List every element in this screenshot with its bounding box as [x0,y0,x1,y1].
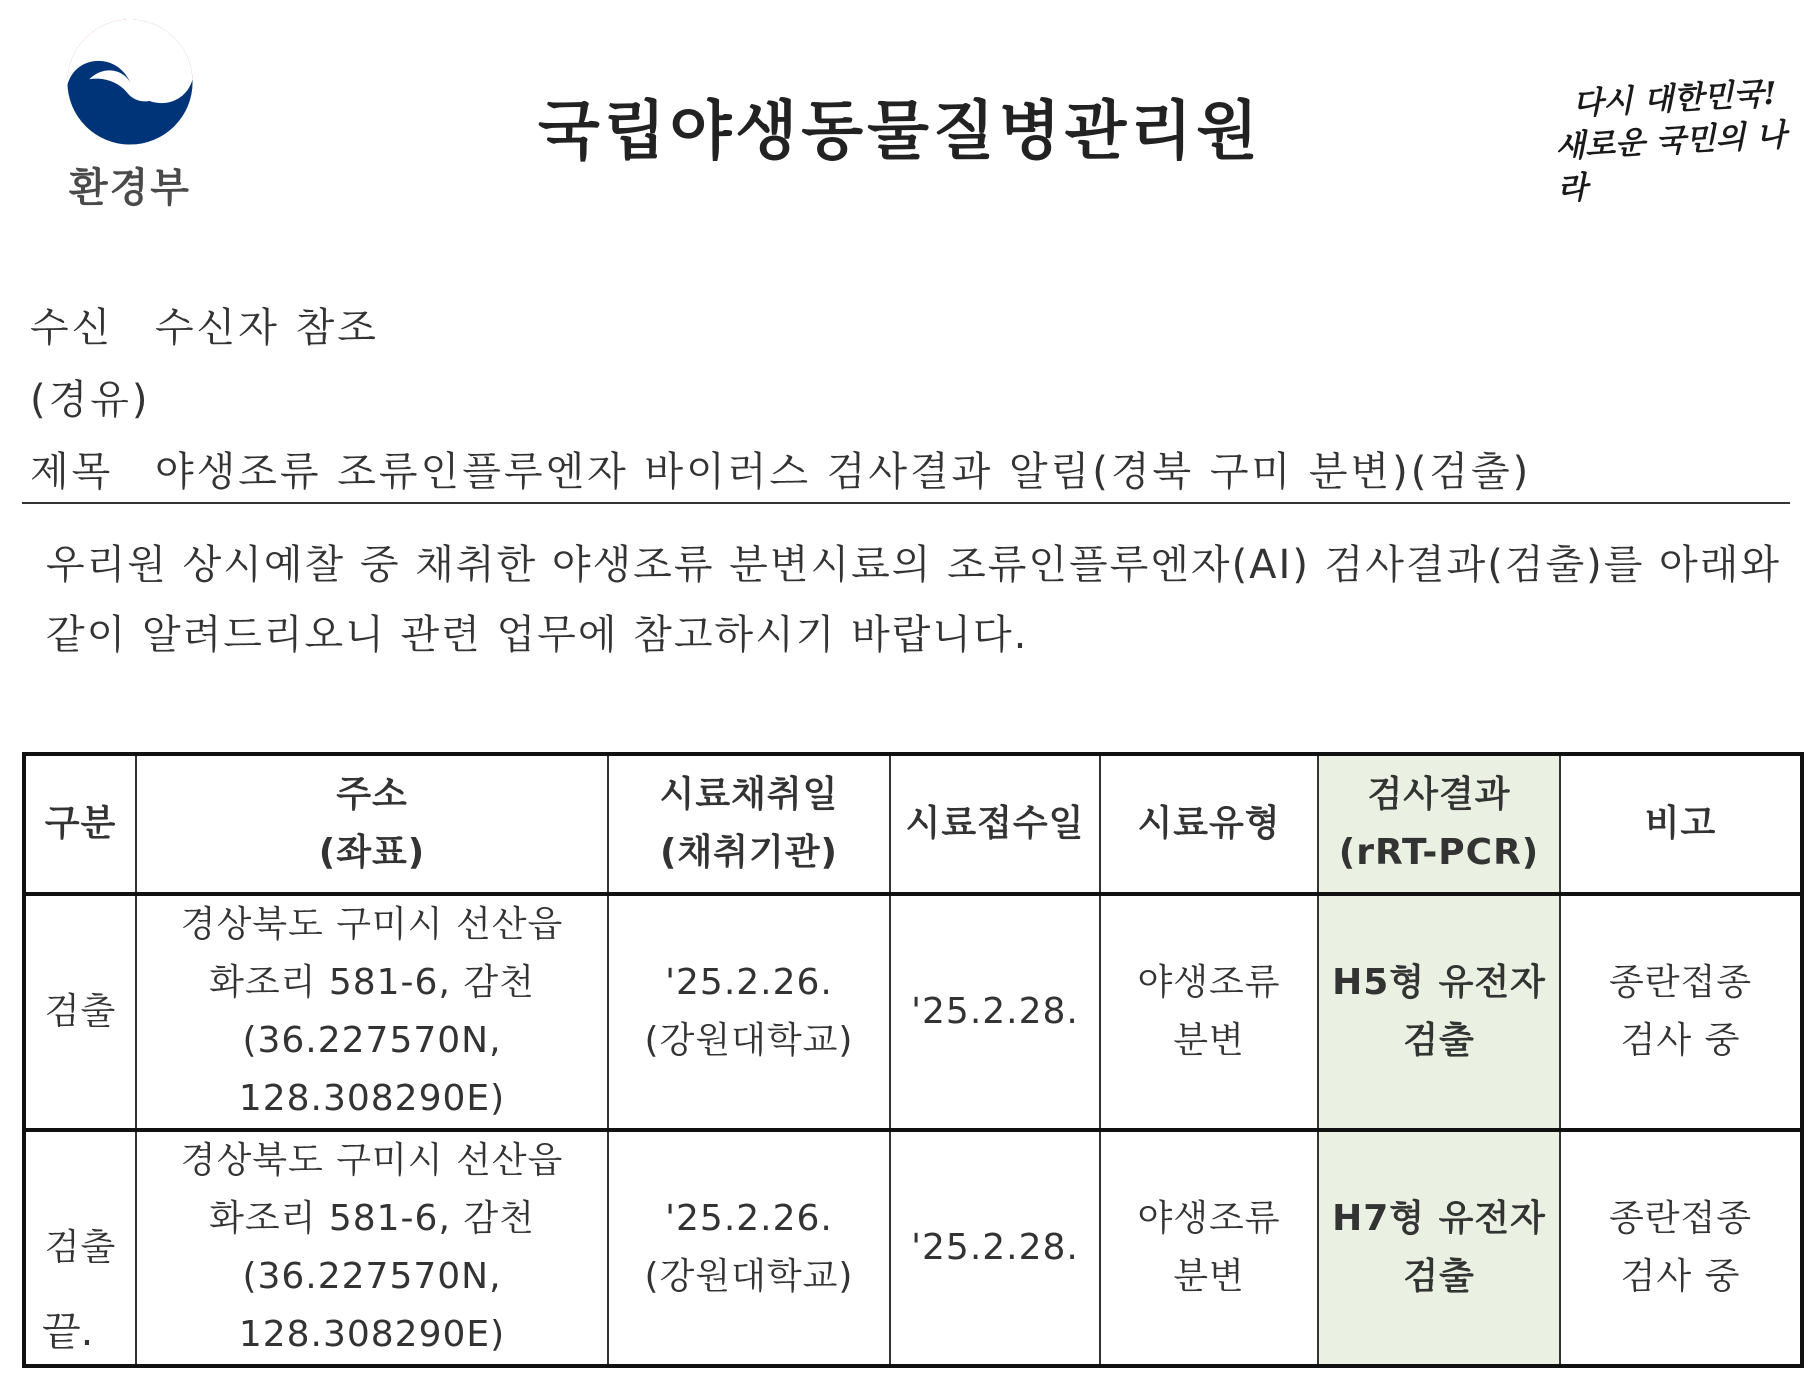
recipient-value: 수신자 참조 [155,305,379,351]
taegeuk-logo-icon [62,14,198,150]
header-divider [22,502,1790,504]
ministry-name: 환경부 [69,165,191,211]
subject-line [30,440,1531,497]
cell-received: '25.2.28. [890,894,1100,1130]
cell-sampling: '25.2.26. (강원대학교) [608,1130,890,1366]
cell-result: H7형 유전자 검출 [1318,1130,1560,1366]
agency-title: 국립야생동물질병관리원 [537,95,1263,169]
header-received-date: 시료접수일 [890,754,1100,894]
cell-sample-type: 야생조류 분변 [1100,1130,1318,1366]
table-row [24,894,1802,1130]
header-sample-type: 시료유형 [1100,754,1318,894]
body-paragraph: 우리원 상시예찰 중 채취한 야생조류 분변시료의 조류인플루엔자(AI) 검사결과(검출)를 아래와 같이 알려드리오니 관련 업무에 참고하시기 바랍니다. [46,542,1781,658]
cell-sampling: '25.2.26. (강원대학교) [608,894,890,1130]
header-remarks: 비고 [1560,754,1802,894]
subject-value: 야생조류 조류인플루엔자 바이러스 검사결과 알림(경북 구미 분변)(검출) [155,449,1532,495]
subject-label: 제목 [30,449,114,495]
cell-remarks: 종란접종 검사 중 [1560,1130,1802,1366]
cell-address: 경상북도 구미시 선산읍 화조리 581-6, 감천 (36.227570N, 128.308290E) [136,894,608,1130]
table-row [24,1130,1802,1366]
cell-address: 경상북도 구미시 선산읍 화조리 581-6, 감천 (36.227570N, 128.308290E) [136,1130,608,1366]
cell-result: H5형 유전자 검출 [1318,894,1560,1130]
header-category: 구분 [24,754,136,894]
via-line [30,368,151,425]
ministry-emblem [55,14,205,213]
slogan-line-2: 새로운 국민의 나라 [1554,117,1788,208]
cell-sample-type: 야생조류 분변 [1100,894,1318,1130]
results-table [22,752,1804,1368]
slogan-line-1: 다시 대한민국! [1571,75,1778,123]
cell-category: 검출 [24,894,136,1130]
cell-received: '25.2.28. [890,1130,1100,1366]
table-header-row [24,754,1802,894]
header-result: 검사결과 (rRT-PCR) [1318,754,1560,894]
via-label: (경유) [30,377,151,423]
cell-remarks: 종란접종 검사 중 [1560,894,1802,1130]
end-mark: 끝. [42,1309,94,1355]
recipient-line [30,296,379,353]
cell-category: 검출 [24,1130,136,1366]
header-address: 주소 (좌표) [136,754,608,894]
header-sampling-date: 시료채취일 (채취기관) [608,754,890,894]
recipient-label: 수신 [30,305,114,351]
slogan-calligraphy [1552,72,1798,210]
